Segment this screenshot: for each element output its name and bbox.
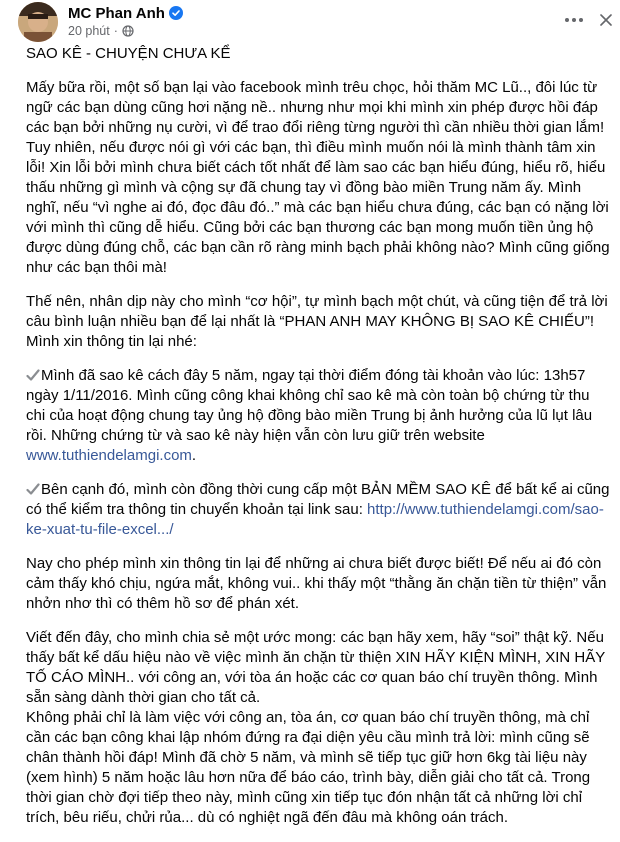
paragraph-3-end: . [191, 447, 197, 464]
more-options-button[interactable] [560, 8, 588, 32]
verified-badge-icon [169, 6, 183, 20]
check-mark-icon [26, 368, 40, 382]
paragraph-1: Mấy bữa rồi, một số bạn lại vào facebook mình trêu chọc, hỏi thăm MC Lũ.., đôi lúc từ ngữ các bạn dùng cũng hơi nặng nề.. nhưng như mọi khi mình xin phép được hồi đáp các bạn bởi những nụ cười, vì để trao đổi riêng từng người thì cần nhiều thời gian lắm! Tuy nhiên, nếu được nói gì với các bạn, thì điều mình muốn nói là mình thành tâm xin lỗi! Xin lỗi bởi mình chưa biết cách tốt nhất để làm sao các bạn hiểu đúng, hiểu rõ, hiểu thấu những gì mình và cộng sự đã chung tay vì đồng bào miền Trung năm ấy. Mình nghĩ, nếu “vì nghe ai đó, đọc đâu đó..” mà các bạn hiểu chưa đúng, các bạn có nặng lời với mình thì cũng dễ hiểu. Cũng bởi các bạn thương các bạn mong muốn tiền ủng hộ được dùng đúng chỗ, các bạn cần rõ ràng minh bạch phải không nào? Mình cũng giống như các bạn thôi mà! [26, 79, 610, 276]
close-button[interactable] [596, 8, 616, 32]
post-body [26, 44, 612, 842]
paragraph-4 [26, 480, 612, 540]
post-time[interactable]: 20 phút [68, 24, 110, 38]
paragraph-7: Không phải chỉ là làm việc với công an, tòa án, cơ quan báo chí truyền thông, mà chỉ cần các bạn công khai lập nhóm đứng ra đại diện yêu cầu mình trả lời: mình cũng sẽ chân thành hồi đáp! Mình đã chờ 5 năm, và mình sẽ tiếp tục giữ hơn 6kg tài liệu này (xem hình) 5 năm hoặc lâu hơn nữa để báo cáo, trình bày, diễn giải cho tất cả. Trong thời gian chờ đợi tiếp theo này, mình cũng xin tiếp tục đón nhận tất cả những lời chỉ trích, bêu riếu, chửi rủa... dù có nghiệt ngã đến đâu mà không oán trách. [26, 709, 591, 826]
paragraph-4-text: Bên cạnh đó, mình còn đồng thời cung cấp một BẢN MỀM SAO KÊ để bất kể ai cũng có thể kiểm tra thông tin chuyển khoản tại link sau: [26, 481, 610, 518]
author-name[interactable]: MC Phan Anh [68, 4, 165, 22]
globe-icon [122, 25, 134, 37]
paragraph-6: Viết đến đây, cho mình chia sẻ một ước mong: các bạn hãy xem, hãy “soi” thật kỹ. Nếu thấy bất kể dấu hiệu nào về việc mình ăn chặn từ thiện XIN HÃY KIỆN MÌNH, XIN HÃY TỐ CÁO MÌNH.. với công an, với tòa án hoặc các cơ quan báo chí truyền thông. Mình sẵn sàng dành thời gian cho tất cả. [26, 629, 605, 706]
website-link[interactable]: www.tuthiendelamgi.com [26, 447, 192, 464]
more-dots-icon [564, 17, 584, 23]
paragraph-3-text: Mình đã sao kê cách đây 5 năm, ngay tại thời điểm đóng tài khoản vào lúc: 13h57 ngày 1/11/2016. Mình cũng công khai không chỉ sao kê mà còn toàn bộ chứng từ thu chi của hoạt động chung tay ủng hộ đồng bào miền Trung bị ảnh hưởng của lũ lụt lâu rồi. Những chứng từ và sao kê này hiện vẫn còn lưu giữ trên website [26, 367, 593, 444]
post-title: SAO KÊ - CHUYỆN CHƯA KỂ [26, 45, 231, 62]
excel-link[interactable]: http://www.tuthiendelamgi.com/sao-ke-xuat-tu-file-excel.../ [26, 501, 604, 538]
check-mark-icon [26, 482, 40, 496]
avatar[interactable] [18, 2, 58, 42]
paragraph-5: Nay cho phép mình xin thông tin lại để những ai chưa biết được biết! Để nếu ai đó còn cảm thấy khó chịu, ngứa mắt, không vui.. khi thấy một “thằng ăn chặn tiền từ thiện” vẫn nhởn nhơ thì có thêm hồ sơ để phán xét. [26, 555, 607, 612]
paragraph-2: Thế nên, nhân dịp này cho mình “cơ hội”, tự mình bạch một chút, và cũng tiện để trả lời câu bình luận nhiều bạn để lại nhất là “PHAN ANH MAY KHÔNG BỊ SAO KÊ CHIẾU”! Mình xin thông tin lại nhé: [26, 293, 608, 350]
post-header [0, 0, 620, 44]
close-icon [600, 14, 612, 26]
separator-dot: · [113, 24, 118, 38]
paragraph-3 [26, 366, 612, 466]
